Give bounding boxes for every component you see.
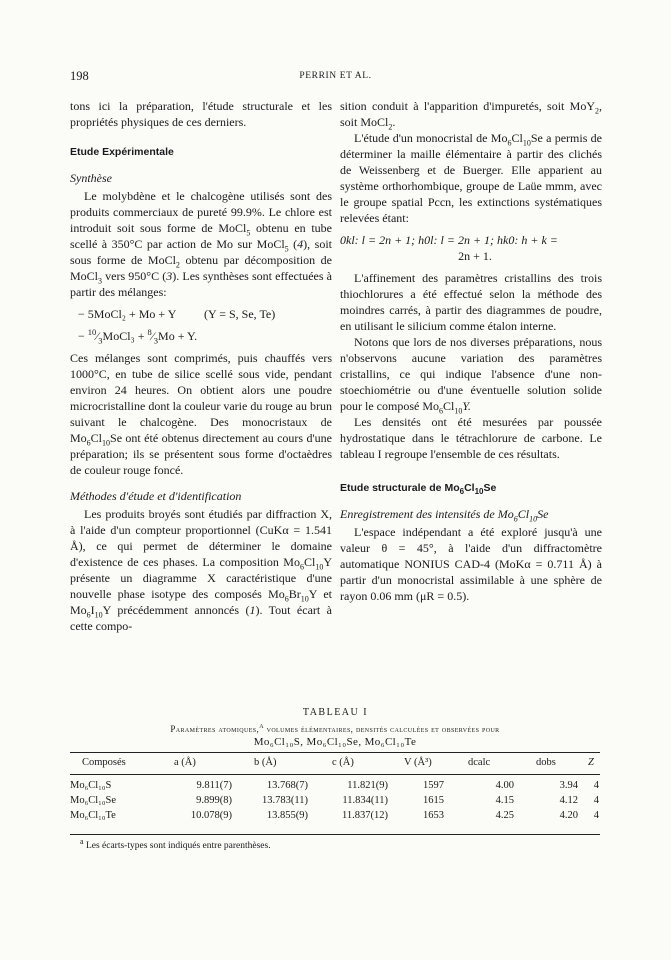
cell-a: 9.811(7)	[196, 780, 232, 791]
cell-z: 4	[593, 780, 599, 791]
cell-a: 10.078(9)	[190, 810, 232, 821]
header-volume: V (Å³)	[404, 757, 432, 768]
equation-mixture-1: − 5MoCl₂ + Mo + Y (Y = S, Se, Te)	[78, 307, 276, 321]
cell-volume: 1653	[423, 810, 444, 821]
cell-dobs: 4.20	[559, 810, 578, 821]
cell-dobs: 4.12	[559, 795, 578, 806]
header-compound: Composés	[82, 757, 126, 768]
table-row	[70, 810, 600, 824]
cell-dcalc: 4.15	[495, 795, 514, 806]
header-z: Z	[588, 757, 594, 768]
cell-b: 13.768(7)	[266, 780, 308, 791]
impurities-paragraph: sition conduit à l'apparition d'impuretés, soit MoY$_2$, soit MoCl$_2$.	[340, 99, 602, 132]
density-paragraph: Les densités ont été mesurées par poussée hydrostatique dans le tétrachlorure de carbone. Le tableau I regroupe l'ensemble de ces résultats.	[340, 415, 602, 461]
equation-mixture-2: − $^{10}⁄_3MoCl_3$ + $^8⁄_3Mo + Y$.	[78, 327, 198, 346]
cell-volume: 1597	[423, 780, 444, 791]
cell-dcalc: 4.00	[495, 780, 514, 791]
table-header-row	[70, 757, 600, 771]
cell-z: 4	[593, 795, 599, 806]
header-c: c (Å)	[332, 757, 354, 768]
header-dobs: dobs	[536, 757, 556, 768]
header-b: b (Å)	[254, 757, 277, 768]
cell-dobs: 3.94	[559, 780, 578, 791]
extinction-conditions-cont: 2n + 1.	[458, 249, 492, 263]
extinction-conditions: 0kl: l = 2n + 1; h0l: l = 2n + 1; hk0: h + k =	[340, 233, 558, 247]
single-crystal-paragraph: L'étude d'un monocristal de $Mo_6Cl_{10}Se$ a permis de déterminer la maille élémentaire à partir des clichés de Weissenberg et de Buerger. Elle apparient au système orthorhombique, groupe de Laüe mmm, avec le groupe spatial Pccn, les extinctions systématiques relevées étant:	[340, 131, 603, 225]
cell-b: 13.855(9)	[266, 810, 308, 821]
table-caption: Paramètres atomiques,$^a$ volumes élémentaires, densités calculées et observées pour Mo₆Cl₁₀S, Mo₆Cl₁₀Se, Mo₆Cl₁₀Te	[170, 721, 500, 748]
cell-b: 13.783(11)	[262, 795, 308, 806]
header-dcalc: dcalc	[468, 757, 491, 768]
intensities-paragraph: L'espace indépendant a été exploré jusqu'à une valeur θ = 45°, à l'aide d'un diffractomètre automatique NONIUS CAD-4 (MoKα = 0.711 Å) à partir d'un monocristal assimilable à une sphère de rayon 0.06 mm (μR = 0.5).	[340, 525, 602, 603]
cell-c: 11.821(9)	[347, 780, 388, 791]
table-row	[70, 795, 600, 809]
cell-a: 9.899(8)	[196, 795, 232, 806]
table-rule-header	[70, 774, 600, 775]
subsection-title-synthesis: Synthèse	[70, 171, 112, 185]
cell-c: 11.837(12)	[342, 810, 388, 821]
mixtures-paragraph: Ces mélanges sont comprimés, puis chauffés vers 1000°C, en tube de silice scellé sous vide, pendant environ 24 heures. On obtient alors une poudre microcristalline dont la couleur varie du rouge au brun suivant le chalcogène. Des monocristaux de $Mo_6Cl_{10}Se$ ont été obtenus directement au cours d'une préparation; ils se présentent sous forme d'octaèdres de couleur rouge foncé.	[70, 351, 332, 477]
cell-compound: Mo₆Cl₁₀S	[70, 780, 112, 791]
table-title: TABLEAU I	[302, 707, 369, 718]
cell-dcalc: 4.25	[495, 810, 514, 821]
cell-compound: Mo₆Cl₁₀Te	[70, 810, 116, 821]
running-head: PERRIN ET AL.	[299, 71, 372, 81]
cell-c: 11.834(11)	[342, 795, 388, 806]
section-title-structure: Etude structurale de $Mo_6Cl_{10}Se$	[340, 482, 497, 497]
table-footnote: $^a$ Les écarts-types sont indiqués entre parenthèses.	[80, 836, 271, 851]
methods-paragraph: Les produits broyés sont étudiés par diffraction X, à l'aide d'un compteur proportionnel (CuKα = 1.541 Å), ce qui permet de déterminer le domaine d'existence de ces phases. La composition $Mo_6Cl_{10}Y$ présente un diagramme X caractéristique d'une nouvelle phase isotype des composés $Mo_6Br_{10}Y$ et $Mo_6I_{10}Y$ précédemment annoncés (1). Tout écart à cette compo-	[70, 507, 332, 633]
cell-z: 4	[593, 810, 599, 821]
table-row	[70, 780, 600, 794]
table-rule-top	[70, 752, 600, 753]
table-rule-bottom	[70, 834, 600, 835]
synthesis-paragraph: Le molybdène et le chalcogène utilisés sont des produits commerciaux de pureté 99.9%. Le chlore est introduit soit sous forme de MoCl$_5$ obtenu en tube scellé à 350°C par action de Mo sur MoCl$_5$ (4), soit sous forme de MoCl$_2$ obtenu par décomposition de MoCl$_3$ vers 950°C (3). Les synthèses sont effectuées à partir des mélanges:	[70, 189, 333, 299]
subsection-title-intensities: Enregistrement des intensités de $Mo_6Cl_{10}Se$	[340, 507, 549, 524]
cell-compound: Mo₆Cl₁₀Se	[70, 795, 116, 806]
subsection-title-methods: Méthodes d'étude et d'identification	[70, 489, 242, 503]
left-column	[70, 98, 332, 634]
header-a: a (Å)	[174, 757, 196, 768]
right-column	[340, 98, 602, 604]
intro-paragraph-end: tons ici la préparation, l'étude structurale et les propriétés physiques de ces derniers.	[70, 99, 332, 129]
cell-volume: 1615	[423, 795, 444, 806]
section-title-experimental: Etude Expérimentale	[70, 146, 174, 158]
page-number: 198	[70, 69, 89, 83]
stoichiometry-paragraph: Notons que lors de nos diverses préparations, nous n'observons aucune variation des paramètres cristallins, ce qui indique l'absence d'une non-stoechiométrie ou d'une éventuelle solution solide pour le composé $Mo_6Cl_{10}Y$.	[340, 335, 602, 416]
refinement-paragraph: L'affinement des paramètres cristallins des trois thiochlorures a été effectué selon la méthode des moindres carrés, à partir des diagrammes de poudre, en utilisant le silicium comme étalon interne.	[340, 271, 602, 333]
